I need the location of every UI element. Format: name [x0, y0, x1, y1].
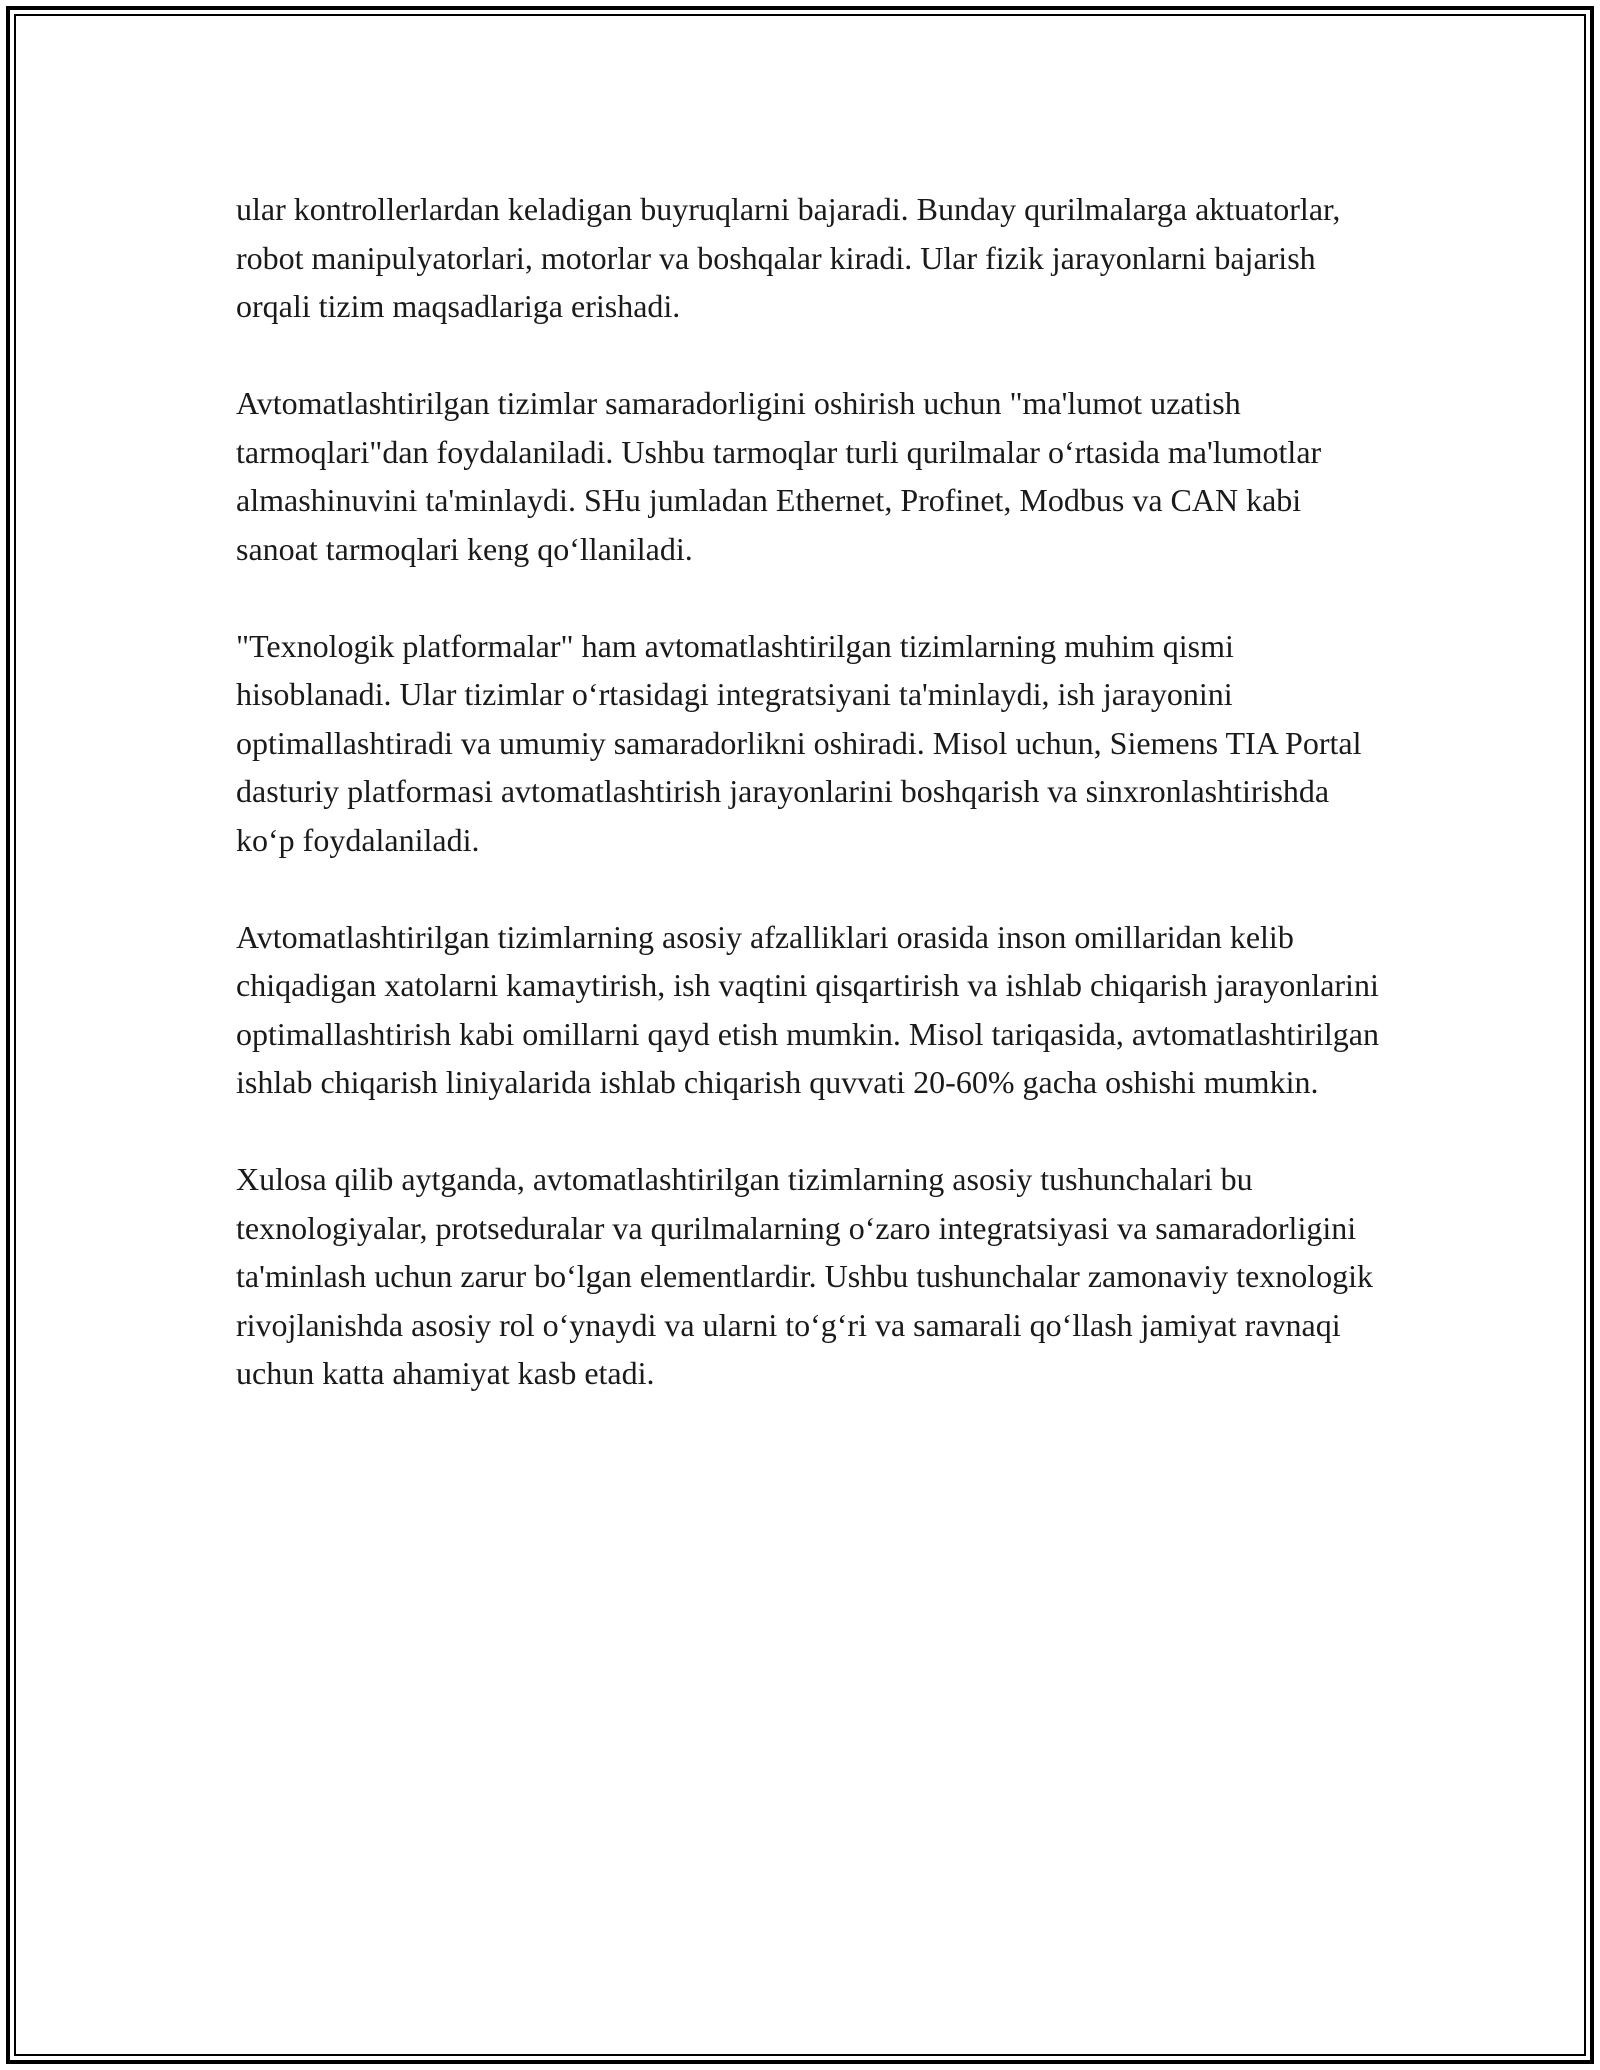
- paragraph-4: Avtomatlashtirilgan tizimlarning asosiy afzalliklari orasida inson omillaridan kelib chiqadigan xatolarni kamaytirish, ish vaqtini qisqartirish va ishlab chiqarish jarayonlarini optimallashtirish kabi omillarni qayd etish mumkin. Misol tariqasida, avtomatlashtirilgan ishlab chiqarish liniyalarida ishlab chiqarish quvvati 20-60% gacha oshishi mumkin.: [236, 918, 1379, 1100]
- paragraph-5: Xulosa qilib aytganda, avtomatlashtirilgan tizimlarning asosiy tushunchalari bu texnologiyalar, protseduralar va qurilmalarning o‘zaro integratsiyasi va samaradorligini ta'minlash uchun zarur bo‘lgan elementlardir. Ushbu tushunchalar zamonaviy texnologik rivojlanishda asosiy rol o‘ynaydi va ularni to‘g‘ri va samarali qo‘llash jamiyat ravnaqi uchun katta ahamiyat kasb etadi.: [236, 1161, 1373, 1391]
- paragraph-1: ular kontrollerlardan keladigan buyruqlarni bajaradi. Bunday qurilmalarga aktuatorlar, robot manipulyatorlari, motorlar va boshqalar kiradi. Ular fizik jarayonlarni bajarish orqali tizim maqsadlariga erishadi.: [236, 191, 1341, 324]
- paragraph-2: Avtomatlashtirilgan tizimlar samaradorligini oshirish uchun "ma'lumot uzatish tarmoqlari"dan foydalaniladi. Ushbu tarmoqlar turli qurilmalar o‘rtasida ma'lumotlar almashinuvini ta'minlaydi. SHu jumladan Ethernet, Profinet, Modbus va CAN kabi sanoat tarmoqlari keng qo‘llaniladi.: [236, 385, 1322, 567]
- paragraph-3: "Texnologik platformalar" ham avtomatlashtirilgan tizimlarning muhim qismi hisoblanadi. Ular tizimlar o‘rtasidagi integratsiyani ta'minlaydi, ish jarayonini optimallashtiradi va umumiy samaradorlikni oshiradi. Misol uchun, Siemens TIA Portal dasturiy platformasi avtomatlashtirish jarayonlarini boshqarish va sinxronlashtirishda ko‘p foydalaniladi.: [236, 627, 1362, 858]
- document-body: [236, 185, 1386, 1398]
